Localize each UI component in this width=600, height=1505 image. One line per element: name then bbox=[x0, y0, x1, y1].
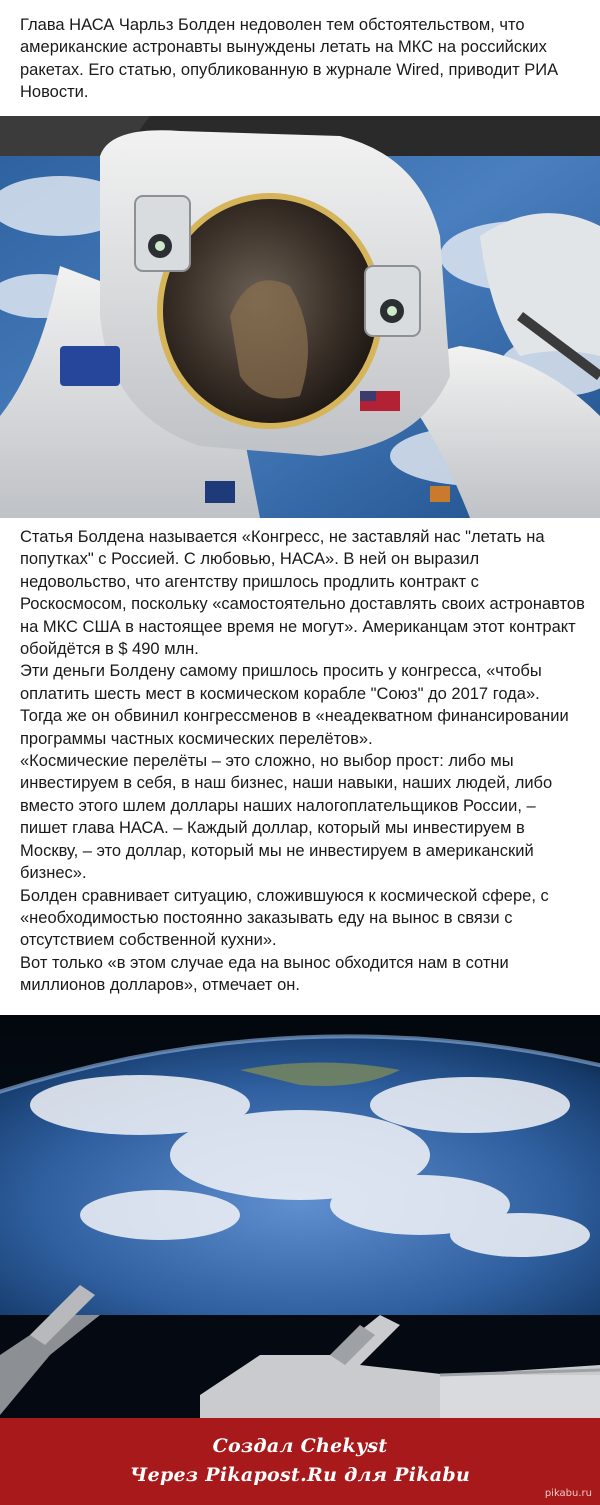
footer-banner bbox=[0, 1418, 600, 1505]
article-paragraph: Статья Болдена называется «Конгресс, не заставляй нас "летать на попутках" с Россией. С любовью, НАСА». В ней он выразил недовольство, что агентству пришлось продлить контракт с Роскосмосом, поскольку «самостоятельно доставлять своих астронавтов на МКС США в настоящее время не могут». Американцам этот контракт обойдётся в $ 490 млн. bbox=[20, 528, 585, 659]
pikabu-watermark: pikabu.ru bbox=[544, 1488, 592, 1499]
earth-from-iss-photo bbox=[0, 1015, 600, 1418]
article-paragraph: «Космические перелёты – это сложно, но выбор прост: либо мы инвестируем в себя, в наш бизнес, наши навыки, наших людей, либо вместо этого шлем доллары наших налогоплательщиков России, – пишет глава НАСА. – Каждый доллар, который мы инвестируем в Москву, – это доллар, который мы не инвестируем в американский бизнес». bbox=[20, 752, 553, 883]
intro-text: Глава НАСА Чарльз Болден недоволен тем обстоятельством, что американские астронавты вынуждены летать на МКС на российских ракетах. Его статью, опубликованную в журнале Wired, приводит РИА Новости. bbox=[20, 16, 559, 102]
article-paragraph: Болден сравнивает ситуацию, сложившуюся к космической сфере, с «необходимостью постоянно заказывать еду на вынос в связи с отсутствием собственной кухни». bbox=[20, 886, 549, 950]
astronaut-photo bbox=[0, 116, 600, 518]
article-paragraph: Вот только «в этом случае еда на вынос обходится нам в сотни миллионов долларов», отмечает он. bbox=[20, 953, 509, 995]
intro-paragraph bbox=[20, 14, 586, 104]
footer-source: Через Pikapost.Ru для Pikabu bbox=[129, 1464, 471, 1486]
article-body bbox=[20, 526, 586, 997]
article-paragraph: Эти деньги Болдену самому пришлось просить у конгресса, «чтобы оплатить шесть мест в космическом корабле "Союз" до 2017 года». Тогда же он обвинил конгрессменов в «неадекватном финансировании программы частных космических перелётов». bbox=[20, 662, 569, 748]
footer-author: Создал Chekyst bbox=[212, 1435, 388, 1457]
